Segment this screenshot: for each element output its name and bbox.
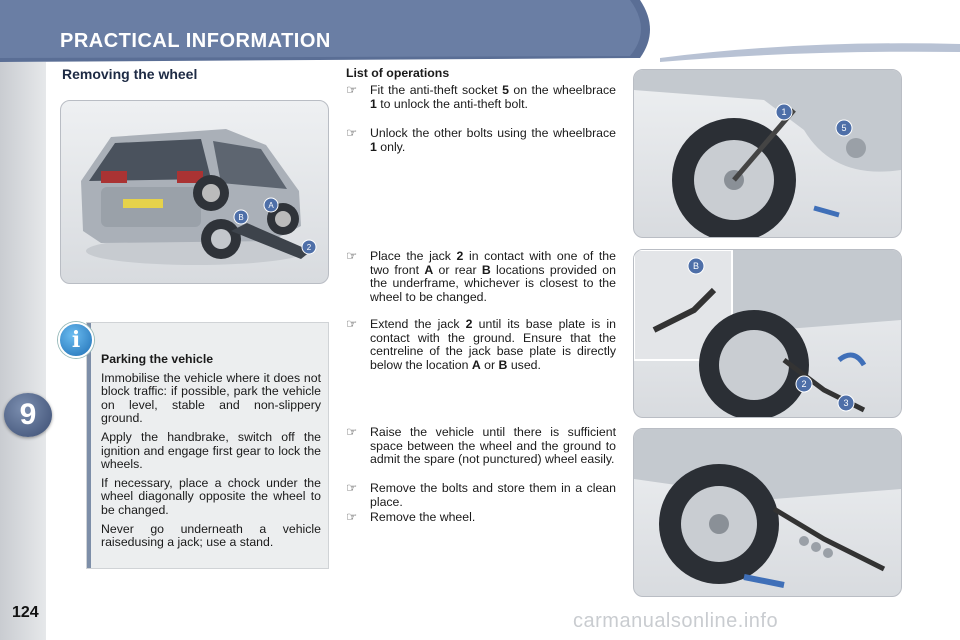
jack-placement-drawing (634, 250, 901, 417)
label-rear-location: B (692, 261, 700, 271)
wheel-unlock-drawing (634, 70, 901, 237)
info-paragraph: Immobilise the vehicle where it does not block traffic: if possible, park the vehicle on level, stable and non-slippery ground. (101, 370, 321, 426)
pointing-hand-icon: ☞ (346, 126, 358, 140)
info-paragraph: Never go underneath a vehicle raisedusing a jack; use a stand. (101, 521, 321, 550)
step-image-unlock (633, 69, 902, 238)
operation-step: ☞ Remove the bolts and store them in a clean place. (346, 481, 616, 509)
step-image-remove (633, 428, 902, 597)
operations-title: List of operations (346, 66, 450, 80)
pointing-hand-icon: ☞ (346, 481, 358, 495)
page-number: 124 (12, 604, 39, 621)
operation-step: ☞ Place the jack 2 in contact with one of the two front A or rear B locations provided on the underframe, whichever is closest to the wheel to be changed. (346, 249, 616, 304)
label-wheelbrace: 1 (781, 107, 787, 117)
operation-step: ☞ Raise the vehicle until there is sufficient space between the wheel and the ground to admit the spare (not punctured) wheel easily. (346, 425, 616, 466)
label-b: B (238, 213, 244, 222)
label-jack: 2 (306, 243, 312, 252)
pointing-hand-icon: ☞ (346, 249, 358, 263)
label-jack-step: 2 (801, 379, 807, 389)
pointing-hand-icon: ☞ (346, 425, 358, 439)
side-strip (0, 62, 46, 640)
label-socket: 5 (841, 123, 847, 133)
chapter-badge: 9 (4, 393, 52, 437)
info-box-heading: Parking the vehicle (101, 352, 214, 366)
operation-step: ☞ Remove the wheel. (346, 510, 476, 524)
info-box (86, 322, 329, 569)
pointing-hand-icon: ☞ (346, 510, 358, 524)
info-paragraph: Apply the handbrake, switch off the ignition and engage first gear to lock the wheels. (101, 429, 321, 472)
section-title: Removing the wheel (62, 66, 198, 82)
pointing-hand-icon: ☞ (346, 83, 358, 97)
wheel-removal-drawing (634, 429, 901, 596)
info-icon: i (58, 322, 94, 358)
info-box-accent-bar (87, 323, 91, 568)
label-crank: 3 (843, 398, 849, 408)
operation-step: ☞ Unlock the other bolts using the wheelbrace 1 only. (346, 126, 616, 154)
info-paragraph: If necessary, place a chock under the wheel diagonally opposite the wheel to be changed. (101, 475, 321, 517)
operation-step: ☞ Fit the anti-theft socket 5 on the wheelbrace 1 to unlock the anti-theft bolt. (346, 83, 616, 111)
car-illustration (60, 100, 329, 284)
info-box-content (101, 353, 321, 555)
step-image-jack (633, 249, 902, 418)
page-header-title: PRACTICAL INFORMATION (60, 30, 331, 52)
pointing-hand-icon: ☞ (346, 317, 358, 331)
operation-step: ☞ Extend the jack 2 until its base plate is in contact with the ground. Ensure that the centreline of the jack base plate is directly below the location A or B used. (346, 317, 616, 372)
watermark: carmanualsonline.info (573, 610, 779, 632)
car-drawing (61, 101, 328, 283)
label-a: A (268, 201, 274, 210)
